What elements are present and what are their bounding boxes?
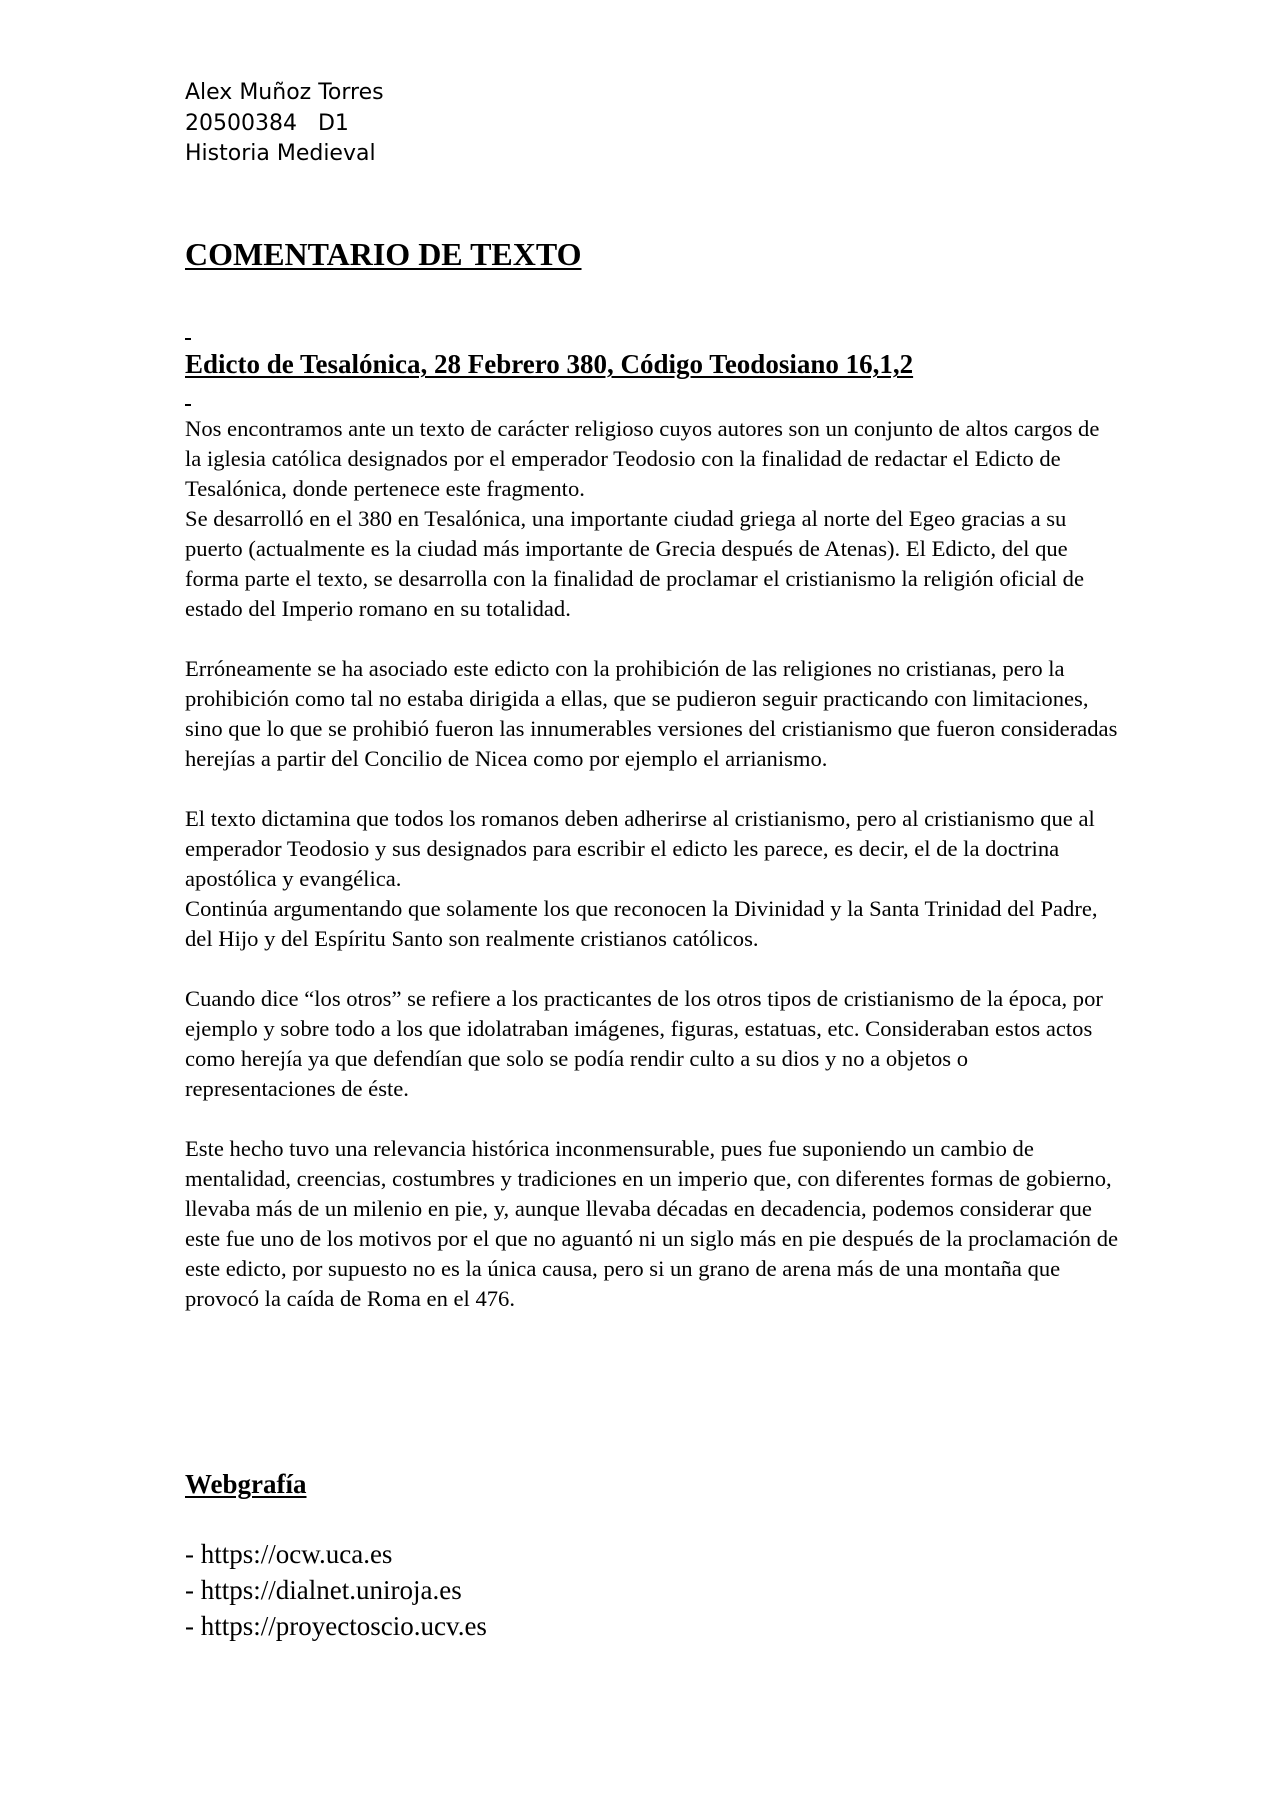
webgrafia-heading: Webgrafía — [185, 1469, 307, 1499]
paragraph: Erróneamente se ha asociado este edicto con la prohibición de las religiones no cristianas, pero la prohibición como tal no estaba dirigida a ellas, que se pudieron seguir practicando con limitaciones, sino que lo que se prohibió fueron las innumerables versiones del cristianismo que fueron consideradas herejías a partir del Concilio de Nicea como por ejemplo el arrianismo. — [185, 656, 1118, 771]
webgrafia-list — [185, 1536, 487, 1644]
webgrafia-link: - https://proyectoscio.ucv.es — [185, 1611, 487, 1641]
paragraph: Cuando dice “los otros” se refiere a los practicantes de los otros tipos de cristianismo de la época, por ejemplo y sobre todo a los que idolatraban imágenes, figuras, estatuas, etc. Consideraban estos actos como herejía ya que defendían que solo se podía rendir culto a su dios y no a objetos o representaciones de éste. — [185, 986, 1103, 1101]
document-subtitle: Edicto de Tesalónica, 28 Febrero 380, Código Teodosiano 16,1,2 — [185, 349, 914, 379]
student-id-group: 20500384 D1 — [185, 110, 349, 136]
empty-line-mark — [185, 338, 191, 340]
webgrafia-link: - https://dialnet.uniroja.es — [185, 1575, 462, 1605]
empty-line-mark — [185, 404, 191, 406]
paragraph: Nos encontramos ante un texto de carácter religioso cuyos autores son un conjunto de altos cargos de la iglesia católica designados por el emperador Teodosio con la finalidad de redactar el Edicto de Tesalónica, donde pertenece este fragmento. Se desarrolló en el 380 en Tesalónica, una importante ciudad griega al norte del Egeo gracias a su puerto (actualmente es la ciudad más importante de Grecia después de Atenas). El Edicto, del que forma parte el texto, se desarrolla con la finalidad de proclamar el cristianismo la religión oficial de estado del Imperio romano en su totalidad. — [185, 416, 1100, 621]
webgrafia-link: - https://ocw.uca.es — [185, 1539, 393, 1569]
author-header — [185, 78, 384, 170]
paragraph: El texto dictamina que todos los romanos deben adherirse al cristianismo, pero al cristianismo que al emperador Teodosio y sus designados para escribir el edicto les parece, es decir, el de la doctrina apostólica y evangélica. Continúa argumentando que solamente los que reconocen la Divinidad y la Santa Trinidad del Padre, del Hijo y del Espíritu Santo son realmente cristianos católicos. — [185, 806, 1098, 951]
paragraph: Este hecho tuvo una relevancia histórica inconmensurable, pues fue suponiendo un cambio de mentalidad, creencias, costumbres y tradiciones en un imperio que, con diferentes formas de gobierno, llevaba más de un milenio en pie, y, aunque llevaba décadas en decadencia, podemos considerar que este fue uno de los motivos por el que no aguantó ni un siglo más en pie después de la proclamación de este edicto, por supuesto no es la única causa, pero si un grano de arena más de una montaña que provocó la caída de Roma en el 476. — [185, 1136, 1119, 1311]
document-title: COMENTARIO DE TEXTO — [185, 236, 582, 272]
course-name: Historia Medieval — [185, 141, 376, 166]
commentary-body — [185, 414, 1120, 1344]
author-name: Alex Muñoz Torres — [185, 80, 384, 105]
